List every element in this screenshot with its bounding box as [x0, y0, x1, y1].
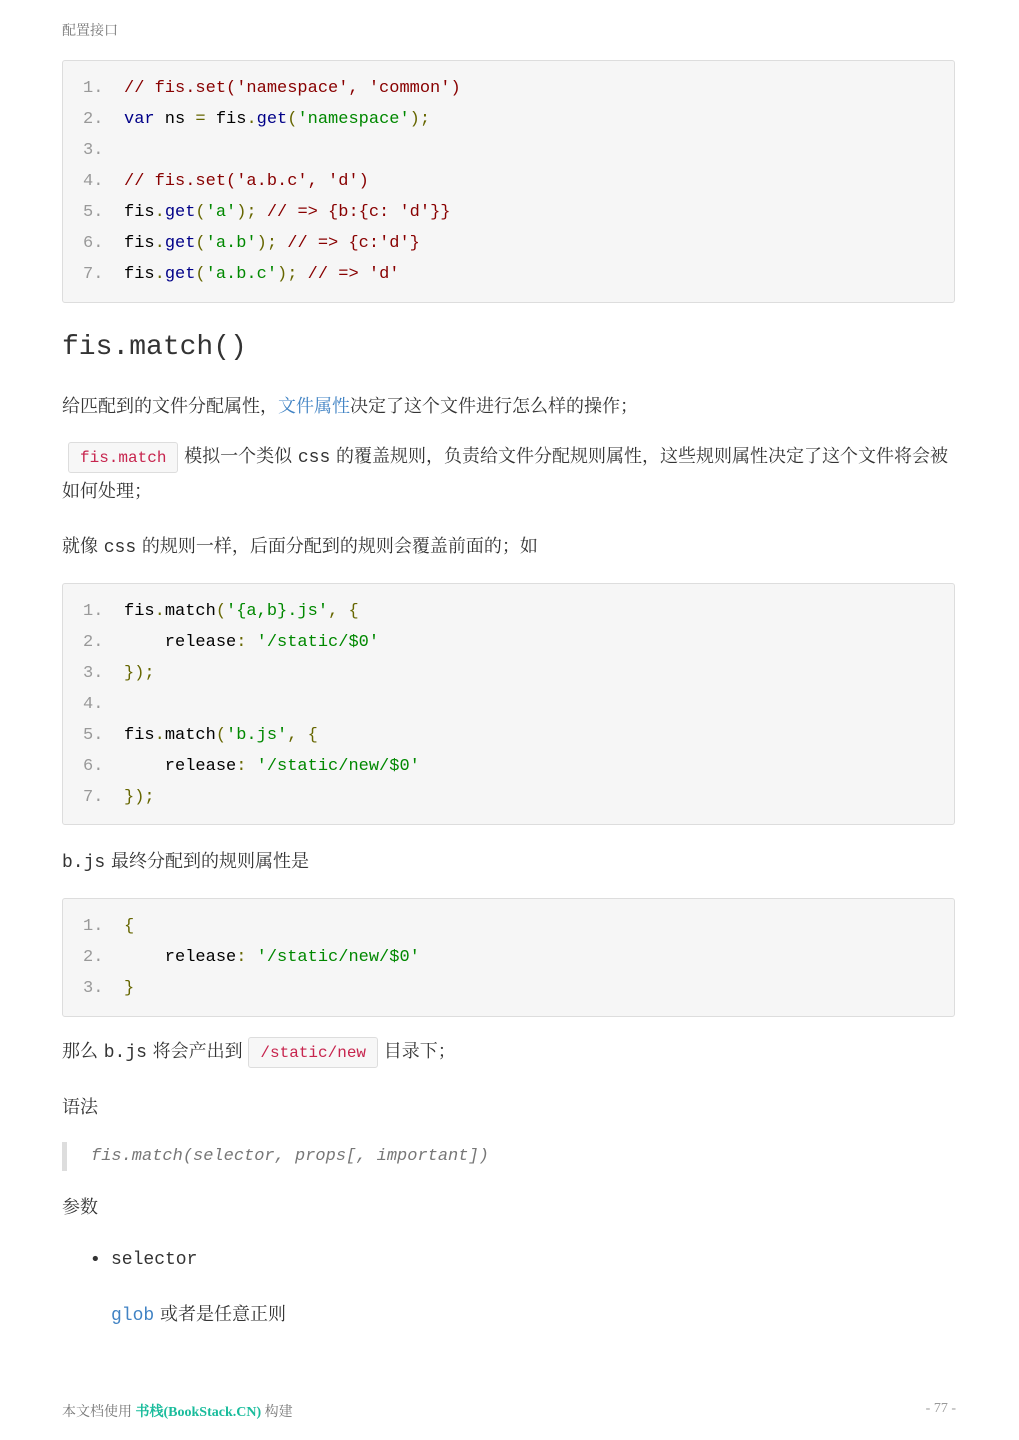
syntax-blockquote: fis.match(selector, props[, important]) — [62, 1142, 489, 1171]
line-number: 4. — [83, 172, 104, 191]
code-token: '/static/new/$0' — [246, 757, 420, 776]
code-token: , { — [287, 726, 318, 745]
code-token: ( — [287, 110, 298, 129]
code-token: ( — [195, 203, 206, 222]
paragraph-text: 的覆盖规则，负责给文件分配规则属性，这些规则属性决定了这个文件将会被如何处理； — [62, 446, 948, 502]
code-token: get — [164, 234, 196, 253]
code-token: release — [124, 633, 237, 652]
code-token: release — [124, 948, 237, 967]
footer-suffix: 构建 — [261, 1405, 293, 1420]
code-token: { — [124, 917, 135, 936]
inline-mono-bjs: b.js — [62, 853, 106, 873]
paragraph-match-description — [62, 440, 955, 508]
code-token: 'a.b.c' — [205, 265, 278, 284]
paragraph-text: 的规则一样，后面分配到的规则会覆盖前面的；如 — [136, 536, 538, 557]
code-token: var — [124, 110, 155, 129]
line-code — [124, 911, 134, 942]
line-code — [124, 259, 399, 290]
code-token: get — [164, 203, 196, 222]
line-code — [124, 197, 450, 228]
code-token: }); — [124, 664, 155, 683]
code-token: ); — [256, 234, 278, 253]
code-token: : — [236, 948, 247, 967]
param-description — [111, 1300, 286, 1326]
code-token: . — [154, 203, 165, 222]
code-token: ); — [277, 265, 298, 284]
line-number: 1. — [83, 917, 104, 936]
code-token: ( — [215, 602, 227, 621]
code-block-result — [62, 898, 955, 1017]
code-token: get — [256, 110, 288, 129]
page-number: - 77 - — [925, 1401, 956, 1416]
code-token: , { — [328, 602, 359, 621]
code-token: match — [164, 602, 216, 621]
paragraph-text: 那么 — [62, 1041, 104, 1062]
footer-credit — [62, 1401, 293, 1421]
paragraph-css-like — [62, 532, 538, 558]
line-code — [124, 720, 318, 751]
line-code — [124, 73, 461, 104]
paragraph-bjs-result — [62, 847, 309, 873]
code-token: fis — [124, 203, 155, 222]
paragraph-text: 目录下； — [378, 1041, 456, 1062]
paragraph-text: 决定了这个文件进行怎么样的操作； — [350, 396, 638, 417]
code-token: 'namespace' — [297, 110, 410, 129]
line-number: 3. — [83, 979, 104, 998]
line-code — [124, 627, 379, 658]
code-token: . — [154, 234, 165, 253]
code-token: 'a' — [205, 203, 237, 222]
code-token: ( — [195, 265, 206, 284]
line-code — [124, 751, 420, 782]
bullet-dot: • — [90, 1249, 101, 1270]
code-token: : — [236, 757, 247, 776]
line-code — [124, 973, 134, 1004]
code-token: . — [154, 602, 165, 621]
paragraph-text: 就像 — [62, 536, 104, 557]
code-token: // fis.set('a.b.c', 'd') — [124, 172, 369, 191]
code-token: '/static/new/$0' — [246, 948, 420, 967]
code-block-config-get — [62, 60, 955, 303]
code-token: . — [246, 110, 257, 129]
paragraph-text: 模拟一个类似 — [178, 446, 298, 467]
code-token: 'b.js' — [226, 726, 288, 745]
code-token: fis — [124, 234, 155, 253]
code-token: '/static/$0' — [246, 633, 380, 652]
line-code — [124, 228, 420, 259]
code-token: // => {b:{c: 'd'}} — [256, 203, 451, 222]
footer-brand-link[interactable]: 书栈(BookStack.CN) — [135, 1405, 262, 1420]
paragraph-text: 或者是任意正则 — [154, 1304, 286, 1325]
code-token: ( — [195, 234, 206, 253]
code-token: fis — [124, 602, 155, 621]
section-heading: fis.match() — [62, 332, 247, 363]
code-token: }); — [124, 788, 155, 807]
code-token: ); — [236, 203, 257, 222]
line-number: 5. — [83, 726, 104, 745]
syntax-label: 语法 — [62, 1097, 98, 1118]
paragraph-text: 最终分配到的规则属性是 — [105, 851, 309, 872]
line-number: 4. — [83, 695, 104, 714]
line-number: 2. — [83, 633, 104, 652]
code-token: ); — [409, 110, 431, 129]
footer-prefix: 本文档使用 — [62, 1405, 136, 1420]
line-number: 1. — [83, 602, 104, 621]
code-token: = — [195, 110, 206, 129]
line-number: 7. — [83, 265, 104, 284]
code-token: . — [154, 265, 165, 284]
line-number: 1. — [83, 79, 104, 98]
code-token: 'a.b' — [205, 234, 257, 253]
line-number: 2. — [83, 110, 104, 129]
code-token: match — [164, 726, 216, 745]
params-label: 参数 — [62, 1197, 98, 1218]
code-token: . — [154, 726, 165, 745]
code-token: // fis.set('namespace', 'common') — [124, 79, 461, 98]
code-token: get — [164, 265, 196, 284]
code-token: '{a,b}.js' — [226, 602, 329, 621]
code-token: // => 'd' — [297, 265, 400, 284]
line-code — [124, 782, 155, 813]
line-number: 2. — [83, 948, 104, 967]
line-code — [124, 942, 420, 973]
inline-code-fis-match: fis.match — [68, 442, 178, 473]
line-number: 5. — [83, 203, 104, 222]
param-name-selector: selector — [111, 1250, 198, 1270]
code-token: release — [124, 757, 237, 776]
code-block-match-example — [62, 583, 955, 825]
line-code — [124, 166, 369, 197]
line-code — [124, 104, 430, 135]
code-token: fis — [124, 265, 155, 284]
line-number: 3. — [83, 664, 104, 683]
code-token: ns — [154, 110, 196, 129]
code-token: fis — [124, 726, 155, 745]
code-token: : — [236, 633, 247, 652]
code-token: ( — [215, 726, 227, 745]
code-token: } — [124, 979, 135, 998]
paragraph-text: 将会产出到 — [146, 1041, 249, 1062]
line-number: 6. — [83, 757, 104, 776]
page-header-title: 配置接口 — [62, 23, 118, 39]
inline-code-static-new: /static/new — [248, 1037, 378, 1068]
glob-link[interactable]: glob — [111, 1306, 155, 1326]
file-attributes-link[interactable]: 文件属性 — [278, 396, 350, 417]
paragraph-output-dir — [62, 1035, 456, 1068]
inline-mono-css: css — [297, 448, 331, 468]
line-number: 7. — [83, 788, 104, 807]
line-code — [124, 596, 359, 627]
code-token: fis — [205, 110, 247, 129]
line-number: 6. — [83, 234, 104, 253]
code-token: // => {c:'d'} — [277, 234, 420, 253]
paragraph-text: 给匹配到的文件分配属性， — [62, 396, 278, 417]
paragraph-intro — [62, 392, 638, 418]
inline-mono-bjs: b.js — [103, 1043, 147, 1063]
inline-mono-css: css — [103, 538, 137, 558]
line-code — [124, 658, 155, 689]
line-number: 3. — [83, 141, 104, 160]
